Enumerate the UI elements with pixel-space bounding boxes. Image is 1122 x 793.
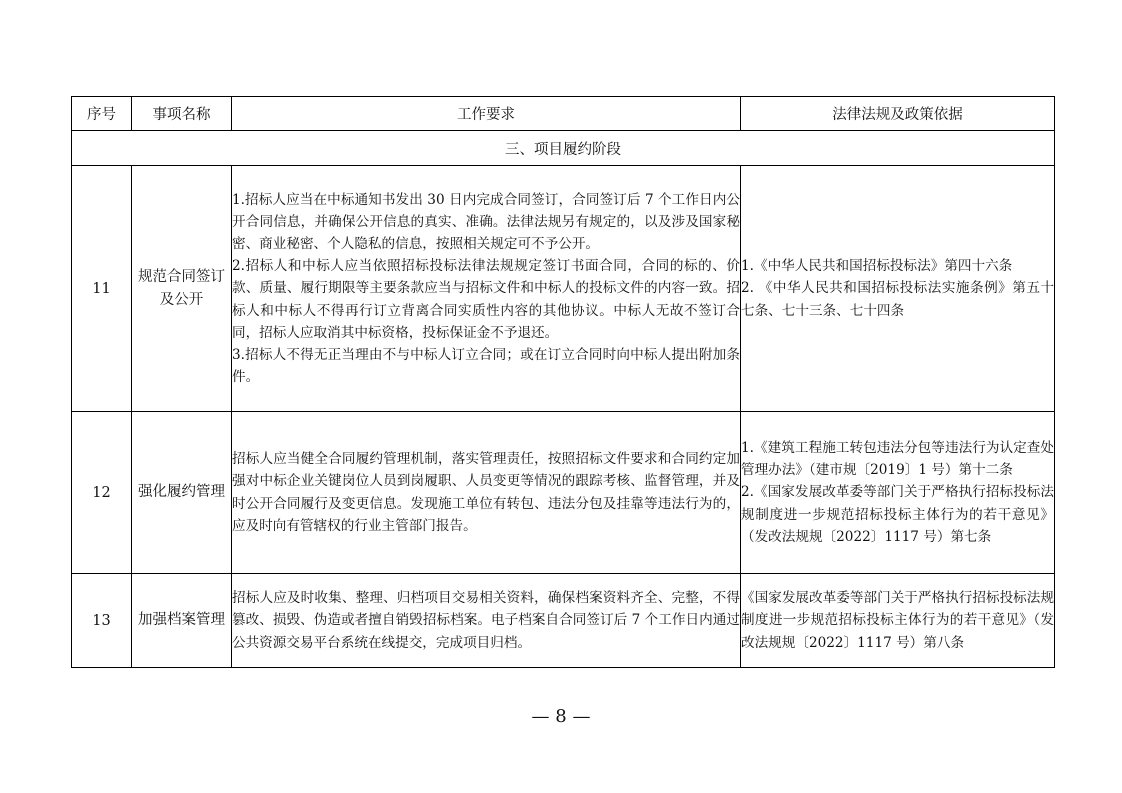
requirement-paragraph: 招标人应及时收集、整理、归档项目交易相关资料，确保档案资料齐全、完整，不得篡改、损毁、伪造或者擅自销毁招标档案。电子档案自合同签订后 7 个工作日内通过公共资源交易平台系统在线提交，完成项目归档。 [232, 590, 740, 651]
header-legal-basis: 法律法规及政策依据 [741, 97, 1055, 131]
policy-table [71, 96, 1055, 668]
law-reference: 1.《建筑工程施工转包违法分包等违法行为认定查处管理办法》（建市规〔2019〕1 号）第十二条 [741, 439, 1054, 479]
row-number: 11 [72, 166, 132, 412]
row-legal-basis [741, 574, 1055, 668]
row-legal-basis [741, 166, 1055, 412]
row-requirements [232, 574, 741, 668]
section-row [72, 131, 1055, 166]
header-requirements: 工作要求 [232, 97, 741, 131]
page-number: — 8 — [531, 706, 591, 727]
row-item-name: 规范合同签订及公开 [132, 166, 232, 412]
requirement-paragraph: 2.招标人和中标人应当依照招标投标法律法规规定签订书面合同，合同的标的、价款、质量、履行期限等主要条款应当与招标文件和中标人的投标文件的内容一致。招标人和中标人不得再行订立背离合同实质性内容的其他协议。中标人无故不签订合同，招标人应取消其中标资格，投标保证金不予退还。 [232, 258, 740, 341]
header-number: 序号 [72, 97, 132, 131]
law-reference: 2. 《中华人民共和国招标投标法实施条例》第五十七条、七十三条、七十四条 [741, 280, 1054, 319]
law-reference: 2.《国家发展改革委等部门关于严格执行招标投标法规制度进一步规范招标投标主体行为的若干意见》（发改法规规〔2022〕1117 号）第七条 [741, 484, 1054, 545]
table-row [72, 166, 1055, 412]
row-legal-basis [741, 412, 1055, 574]
table-row [72, 574, 1055, 668]
law-reference: 《国家发展改革委等部门关于严格执行招标投标法规制度进一步规范招标投标主体行为的若干意见》（发改法规规〔2022〕1117 号）第八条 [741, 590, 1054, 651]
row-number: 13 [72, 574, 132, 668]
row-requirements [232, 412, 741, 574]
row-item-name: 强化履约管理 [132, 412, 232, 574]
table-row [72, 412, 1055, 574]
requirement-paragraph: 招标人应当健全合同履约管理机制，落实管理责任，按照招标文件要求和合同约定加强对中标企业关键岗位人员到岗履职、人员变更等情况的跟踪考核、监督管理，并及时公开合同履行及变更信息。发现施工单位有转包、违法分包及挂靠等违法行为的，应及时向有管辖权的行业主管部门报告。 [232, 451, 740, 534]
requirement-paragraph: 1.招标人应当在中标通知书发出 30 日内完成合同签订，合同签订后 7 个工作日内公开合同信息，并确保公开信息的真实、准确。法律法规另有规定的，以及涉及国家秘密、商业秘密、个人隐私的信息，按照相关规定可不予公开。 [232, 191, 740, 252]
row-number: 12 [72, 412, 132, 574]
law-reference: 1.《中华人民共和国招标投标法》第四十六条 [741, 258, 1013, 275]
requirement-paragraph: 3.招标人不得无正当理由不与中标人订立合同；或在订立合同时向中标人提出附加条件。 [232, 347, 740, 386]
header-row [72, 97, 1055, 131]
row-requirements [232, 166, 741, 412]
header-item-name: 事项名称 [132, 97, 232, 131]
row-item-name: 加强档案管理 [132, 574, 232, 668]
section-title: 三、项目履约阶段 [72, 131, 1055, 166]
